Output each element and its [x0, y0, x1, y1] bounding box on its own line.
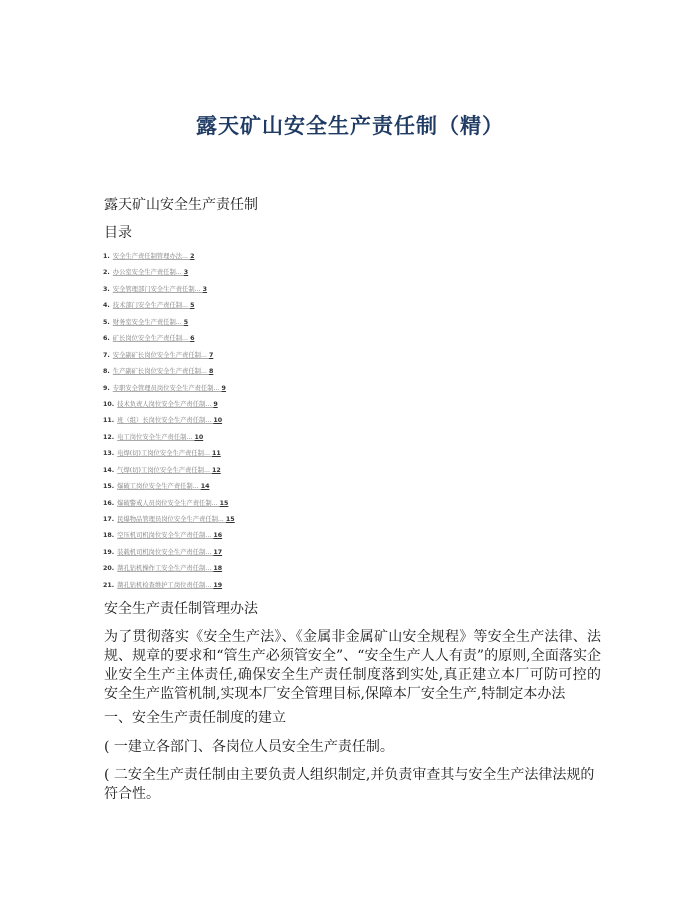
list-item-1: ( 一建立各部门、各岗位人员安全生产责任制。 — [104, 739, 394, 755]
toc-entry-leader: ... — [205, 548, 214, 556]
toc-entry-number: 15. — [103, 483, 115, 491]
toc-entry-page[interactable]: 10 — [213, 417, 223, 425]
toc-entry[interactable] — [103, 498, 235, 514]
toc-entry-link[interactable]: 凿孔钻机检查维护工岗位责任制 — [117, 581, 206, 589]
toc-entry-link[interactable]: 班（组）长岗位安全生产责任制 — [117, 417, 206, 425]
toc-entry[interactable] — [103, 465, 235, 481]
toc-entry-page[interactable]: 15 — [225, 516, 235, 523]
toc-entry-number: 21. — [103, 581, 115, 589]
toc-entry[interactable] — [103, 580, 235, 596]
toc-entry-leader: ... — [203, 466, 212, 474]
toc-entry-page[interactable]: 3 — [183, 269, 189, 277]
toc-entry[interactable] — [103, 563, 235, 579]
toc-entry-number: 20. — [103, 565, 115, 573]
toc-entry-page[interactable]: 3 — [202, 285, 208, 293]
toc-entry-number: 12. — [103, 433, 115, 441]
toc-entry[interactable] — [103, 432, 235, 448]
toc-entry-leader: ... — [182, 253, 191, 260]
toc-entry-number: 4. — [103, 302, 110, 310]
toc-entry-link[interactable]: 民爆物品管理员岗位安全生产责任制 — [117, 516, 218, 523]
toc-entry-link[interactable]: 安全管理部门安全生产责任制 — [112, 285, 195, 293]
toc-entry-number: 13. — [103, 450, 115, 458]
toc-entry[interactable] — [103, 267, 235, 283]
toc-entry[interactable] — [103, 547, 235, 563]
toc-entry-page[interactable]: 12 — [211, 466, 221, 474]
toc-entry-page[interactable]: 16 — [213, 532, 223, 540]
toc-entry-leader: ... — [205, 565, 214, 573]
toc-entry-link[interactable]: 技术部门安全生产责任制 — [112, 302, 183, 310]
section-heading-1: 一、安全生产责任制度的建立 — [104, 710, 286, 726]
toc-entry-link[interactable]: 电工岗位安全生产责任制 — [117, 433, 187, 441]
toc-entry-number: 5. — [103, 318, 110, 326]
toc-entry-link[interactable]: 技术负责人岗位安全生产责任制 — [117, 400, 206, 408]
toc-entry-number: 1. — [103, 253, 110, 260]
toc-entry-number: 14. — [103, 466, 115, 474]
toc-entry-page[interactable]: 14 — [200, 483, 210, 491]
toc-entry-link[interactable]: 安全生产责任制管理办法 — [112, 253, 183, 260]
toc-entry-link[interactable]: 空压机司机岗位安全生产责任制 — [117, 532, 206, 540]
toc-entry-number: 17. — [103, 516, 115, 523]
toc-entry-link[interactable]: 专职安全管理员岗位安全生产责任制 — [112, 384, 214, 392]
toc-entry-number: 19. — [103, 548, 115, 556]
intro-paragraph: 为了贯彻落实《安全生产法》、《金属非金属矿山安全规程》等安全生产法律、法规、规章的要求和“管生产必须管安全”、“安全生产人人有责”的原则,全面落实企业安全生产主体责任,确保安全生产责任制度落到实处,真正建立本厂可防可控的安全生产监管机制,实现本厂安全管理目标,保障本厂安全生产,特制定本办法 — [104, 629, 601, 702]
toc-entry-number: 7. — [103, 351, 110, 359]
toc-entry-leader: ... — [186, 433, 195, 441]
toc-entry[interactable] — [103, 383, 235, 399]
toc-entry-number: 16. — [103, 499, 115, 507]
toc-entry-page[interactable]: 7 — [208, 351, 214, 359]
toc-entry-link[interactable]: 爆破警戒人员岗位安全生产责任制 — [117, 499, 212, 507]
toc-entry[interactable] — [103, 317, 235, 333]
toc-entry-leader: ... — [175, 318, 184, 326]
toc-entry-leader: ... — [205, 400, 214, 408]
toc-entry-leader: ... — [203, 450, 212, 458]
toc-entry-leader: ... — [192, 483, 201, 491]
toc-entry-page[interactable]: 19 — [213, 581, 223, 589]
toc-entry-page[interactable]: 5 — [190, 302, 195, 310]
toc-entry-leader: ... — [213, 384, 222, 392]
toc-entry-page[interactable]: 17 — [213, 548, 223, 556]
document-title: 露天矿山安全生产责任制（精） — [196, 113, 504, 138]
toc-entry-page[interactable]: 5 — [183, 318, 189, 326]
toc-entry[interactable] — [103, 350, 235, 366]
toc-entry-leader: ... — [217, 516, 226, 523]
document-subtitle: 露天矿山安全生产责任制 — [104, 197, 258, 213]
toc-entry-page[interactable]: 2 — [190, 253, 195, 260]
toc-entry-number: 8. — [103, 368, 110, 376]
toc-entry-link[interactable]: 电焊(切)工岗位安全生产责任制 — [117, 450, 204, 458]
toc-entry-link[interactable]: 办公室安全生产责任制 — [112, 269, 176, 277]
toc-entry-leader: ... — [205, 581, 214, 589]
toc-entry-leader: ... — [211, 499, 220, 507]
toc-entry-number: 10. — [103, 400, 115, 408]
toc-entry-leader: ... — [182, 335, 191, 343]
toc-entry-number: 3. — [103, 285, 110, 293]
toc-entry[interactable] — [103, 514, 235, 530]
toc-entry-link[interactable]: 装载机司机岗位安全生产责任制 — [117, 548, 206, 556]
toc-entry-page[interactable]: 9 — [221, 384, 226, 392]
toc-entry[interactable] — [103, 481, 235, 497]
toc-entry[interactable] — [103, 415, 235, 431]
toc-entry-page[interactable]: 9 — [213, 400, 218, 408]
toc-entry-leader: ... — [205, 532, 214, 540]
toc-entry-page[interactable]: 11 — [211, 450, 221, 458]
toc-entry-page[interactable]: 6 — [190, 335, 195, 343]
toc-entry-leader: ... — [182, 302, 191, 310]
toc-entry-page[interactable]: 8 — [208, 368, 214, 376]
toc-entry-page[interactable]: 18 — [213, 565, 223, 573]
toc-entry-page[interactable]: 10 — [194, 433, 204, 441]
list-item-2: ( 二安全生产责任制由主要负责人组织制定,并负责审查其与安全生产法律法规的符合性。 — [104, 767, 595, 802]
toc-entry-leader: ... — [175, 269, 184, 277]
table-of-contents — [103, 251, 235, 596]
toc-entry-link[interactable]: 财务室安全生产责任制 — [112, 318, 176, 326]
toc-entry-number: 9. — [103, 384, 110, 392]
toc-entry[interactable] — [103, 399, 235, 415]
toc-entry-link[interactable]: 凿孔钻机操作工安全生产责任制 — [117, 565, 206, 573]
toc-entry[interactable] — [103, 366, 235, 382]
toc-entry-number: 2. — [103, 269, 110, 277]
toc-entry[interactable] — [103, 333, 235, 349]
toc-heading: 目录 — [104, 225, 132, 241]
toc-entry-number: 11. — [103, 417, 115, 425]
section-title: 安全生产责任制管理办法 — [104, 601, 258, 617]
toc-entry-link[interactable]: 气焊(切)工岗位安全生产责任制 — [117, 466, 204, 474]
toc-entry[interactable] — [103, 530, 235, 546]
toc-entry-page[interactable]: 15 — [219, 499, 229, 507]
toc-entry[interactable] — [103, 284, 235, 300]
toc-entry-leader: ... — [194, 285, 203, 293]
toc-entry-leader: ... — [200, 351, 209, 359]
toc-entry-link[interactable]: 生产副矿长岗位安全生产责任制 — [112, 368, 201, 376]
toc-entry-link[interactable]: 矿长岗位安全生产责任制 — [112, 335, 183, 343]
toc-entry-link[interactable]: 爆破工岗位安全生产责任制 — [117, 483, 193, 491]
toc-entry[interactable] — [103, 448, 235, 464]
toc-entry-link[interactable]: 安全副矿长岗位安全生产责任制 — [112, 351, 201, 359]
toc-entry-number: 6. — [103, 335, 110, 343]
toc-entry[interactable] — [103, 251, 235, 267]
toc-entry-leader: ... — [205, 417, 214, 425]
toc-entry[interactable] — [103, 300, 235, 316]
toc-entry-number: 18. — [103, 532, 115, 540]
toc-entry-leader: ... — [200, 368, 209, 376]
